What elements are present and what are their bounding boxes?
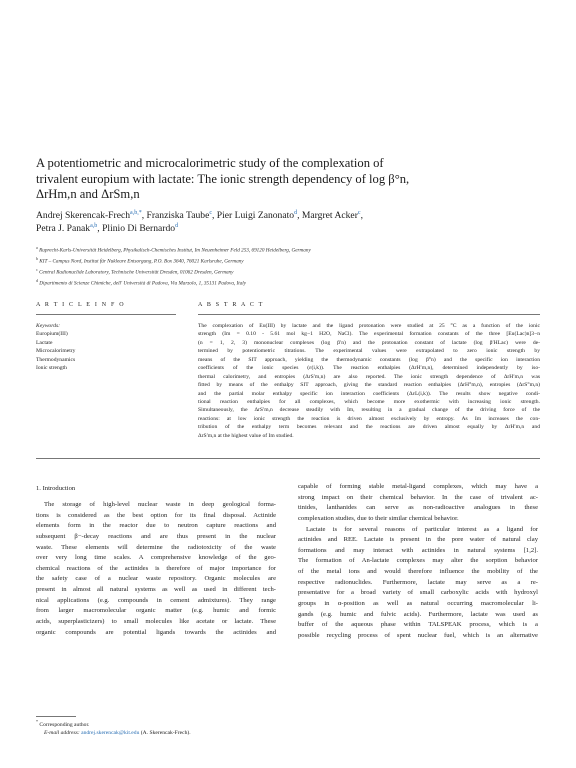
- abstract-line: and the partial molar enthalpy specific ion interaction coefficients (ΔεL(i,k)). The results show negative condi-: [198, 390, 540, 397]
- keyword: Microcalorimetry: [36, 348, 76, 355]
- body-line: presentative for a broad variety of small carboxylic acids with hydroxyl: [298, 589, 538, 597]
- author[interactable]: [217, 210, 297, 221]
- email-link[interactable]: andrej.skerencak@kit.edu: [81, 730, 140, 737]
- body-line: organic compounds are potential ligands towards the actinides and: [36, 628, 276, 636]
- corresponding-author-note: * Corresponding author.: [36, 719, 90, 728]
- title-line: A potentiometric and microcalorimetric study of the complexation of: [36, 156, 384, 170]
- affiliation-marks[interactable]: d: [294, 209, 298, 216]
- email-owner: (A. Skerencak-Frech).: [140, 730, 191, 737]
- author-name[interactable]: Petra J. Panak: [36, 222, 91, 234]
- body-line: over very long time scales. A comprehensive knowledge of the geo-: [36, 554, 276, 562]
- author[interactable]: [36, 210, 142, 221]
- email-note: [36, 729, 336, 738]
- abstract-line: termined by potentiometric titrations. The experimental values were extrapolated to zero ionic strength by: [198, 348, 540, 355]
- body-line: possible recycling process of spent nuclear fuel, which is an alternative: [298, 631, 538, 639]
- affiliation: [36, 244, 540, 255]
- author-name[interactable]: Plinio Di Bernardo: [102, 222, 176, 234]
- abstract-line: ΔrS′m,n at the highest value of Im studied.: [198, 432, 294, 439]
- abstract-line: thermal calorimetry, and entropies (ΔrS′m,n) are also reported. The ionic strength dependence of ΔrH′m,n was: [198, 373, 540, 380]
- affiliation-marks[interactable]: a,b: [90, 222, 98, 229]
- right-column: [298, 482, 538, 642]
- body-line: from larger macromolecular organic matter (e.g. humic and formic: [36, 607, 276, 615]
- body-line: tinides, lanthanides can serve as non-radioactive analogues in these: [298, 504, 538, 512]
- affiliation-text: Dipartimento di Scienze Chimiche, dell' Università di Padova, Via Marzolo, 1, 35131 Padova, Italy: [39, 281, 247, 288]
- abstract-line: fitted by means of the enthalpy SIT approach, giving the standard reaction enthalpies (ΔrH°m,n), entropies (ΔrS°m,n): [198, 382, 540, 389]
- title-line: ΔrHm,n and ΔrSm,n: [36, 187, 140, 201]
- abstract-heading: A B S T R A C T: [198, 302, 265, 308]
- body-line: actinides and REE. Lactate is present in the pore water of natural clay: [298, 536, 538, 544]
- abstract-line: Simultaneously, the ΔrS′m,n decrease steadily with Im, resulting in a gradual change of the driving force of the: [198, 407, 540, 414]
- abstract-line: tional reaction enthalpies for all complexes, which become more exothermic with increasing ionic strength.: [198, 398, 540, 405]
- author-name[interactable]: Pier Luigi Zanonato: [216, 210, 295, 221]
- article-info-heading: A R T I C L E I N F O: [36, 302, 126, 308]
- keywords-block: [36, 322, 176, 372]
- affiliation-marks[interactable]: c: [357, 209, 361, 216]
- introduction-heading: 1. Introduction: [36, 485, 76, 492]
- affiliation-mark: b: [36, 256, 38, 262]
- body-line: present in almost all natural systems as well as used in different tech-: [36, 586, 276, 594]
- left-column: [36, 500, 276, 638]
- body-line: elements form in the reactor due to neutron capture reactions and: [36, 522, 276, 530]
- author-name[interactable]: Andrej Skerencak-Frech: [36, 210, 131, 221]
- keyword: Europium(III): [36, 331, 68, 338]
- body-line: of the metal ions and would therefore influence the mobility of the: [298, 568, 538, 576]
- affiliation-marks[interactable]: d: [175, 222, 179, 229]
- affiliation: [36, 255, 540, 266]
- article-page: [36, 0, 540, 768]
- abstract-line: (n = 1, 2, 3) mononuclear complexes (log β′n) and the protonation constant of lactate (log β′HLac) were de-: [198, 339, 540, 346]
- affiliation-marks[interactable]: c: [209, 209, 212, 216]
- keyword: Thermodynamics: [36, 356, 76, 363]
- body-line: the safety case of a nuclear waste repository. Organic molecules are: [36, 575, 276, 583]
- affiliation-text: Ruprecht-Karls-Universität Heidelberg, Physikalisch-Chemisches Institut, Im Neuenheimer Feld 253, 69120 Heidelberg, Germany: [39, 247, 311, 254]
- abstract-line: reactions: at low ionic strength the reaction is driven almost exclusively by entropy. As Im increases the con-: [198, 415, 540, 422]
- affiliation: [36, 266, 540, 277]
- body-line: The storage of high-level nuclear waste in deep geological forma-: [44, 501, 276, 508]
- body-line: groups in α-position as well as natural occurring macromolecular li-: [298, 600, 538, 608]
- divider: [36, 458, 540, 459]
- author[interactable]: [147, 210, 213, 221]
- body-line: acids, superplasticizers) to small molecules like acetate or lactate. These: [36, 618, 276, 626]
- article-title: [36, 156, 540, 203]
- body-line: capable of forming stable metal-ligand complexes, which may have a: [298, 483, 538, 490]
- abstract-line: tribution of the enthalpy term becomes relevant and the reactions are driven almost equally by ΔrH′m,n and: [198, 424, 540, 431]
- affiliation-mark: d: [36, 278, 38, 284]
- abstract-text: [198, 322, 540, 440]
- author[interactable]: [36, 223, 97, 234]
- affiliation-text: KIT – Campus Nord, Institut für Nukleare Entsorgung, P.O. Box 3640, 76021 Karlsruhe, Germany: [39, 258, 244, 265]
- body-line: nical applications (e.g. compounds in cement admixtures). They range: [36, 596, 276, 604]
- keywords-title: Keywords:: [36, 323, 61, 329]
- divider: [198, 314, 540, 315]
- author-name[interactable]: Margret Acker: [301, 210, 358, 221]
- abstract-line: means of the SIT approach, yielding the thermodynamic constants (log β°n) and the specific ion interaction: [198, 356, 540, 363]
- body-line: chemical reactions of the actinides is therefore of major importance for: [36, 564, 276, 572]
- title-line: trivalent europium with lactate: The ionic strength dependency of log β°n,: [36, 171, 410, 186]
- body-line: formations and may interact with actinides in natural systems [1,2].: [298, 546, 538, 554]
- author[interactable]: [302, 210, 361, 221]
- affiliation-marks[interactable]: a,b,*: [130, 209, 142, 216]
- keyword: Ionic strength: [36, 365, 67, 372]
- keyword: Lactate: [36, 339, 53, 346]
- affiliations: [36, 244, 540, 289]
- affiliation: [36, 277, 540, 288]
- body-line: The formation of An-lactate complexes may alter the sorption behavior: [298, 557, 538, 565]
- footnotes: [36, 718, 336, 738]
- body-line: respective radionuclides. Furthermore, lactate may serve as a re-: [298, 578, 538, 586]
- footnote-divider: [36, 716, 76, 717]
- affiliation-mark: a: [36, 245, 38, 250]
- body-line: complexation studies, due to their similar chemical behavior.: [298, 514, 459, 522]
- body-line: strong impact on their chemical behavior. In the case of trivalent ac-: [298, 493, 538, 501]
- body-line: buffer of the aqueous phase within TALSPEAK process, which is a: [298, 621, 538, 629]
- affiliation-text: Central Radionuclide Laboratory, Technische Universität Dresden, 01062 Dresden, Germany: [39, 270, 234, 277]
- body-line: gands (e.g. humic and fulvic acids). Furthermore, lactate was used as: [298, 610, 538, 618]
- body-line: Lactate is for several reasons of particular interest as a ligand for: [306, 525, 538, 533]
- body-line: waste. These elements will determine the radiotoxicity of the waste: [36, 543, 276, 551]
- affiliation-mark: c: [36, 267, 38, 273]
- abstract-line: strength (Im = 0.10 - 5.61 mol kg−1 H2O, NaCl). The experimental formation constants of the three [Eu(Lac)n]3−n: [198, 331, 540, 338]
- divider: [36, 314, 176, 315]
- body-line: tions is considered as the best option for its final disposal. Actinide: [36, 511, 276, 519]
- abstract-line: coefficients of the ionic species (ε(i,k)). The reaction enthalpies (ΔrH′m,n), determined independently by iso-: [198, 365, 540, 372]
- author[interactable]: [102, 223, 178, 234]
- footnote-text: Corresponding author.: [39, 721, 90, 728]
- author-list: Andrej Skerencak-Frech$^{a,b,*}$, Franziska Taube$^c$, Pier Luigi Zanonato$^d$, Margret Acker$^c$, Petra J. Panak$^{a,b}$, Plinio Di Bernardo$^d$: [36, 209, 363, 234]
- abstract-line: The complexation of Eu(III) by lactate and the ligand protonation were studied at 25 °C as a function of the ionic: [198, 323, 540, 329]
- email-label: E-mail address:: [44, 730, 80, 737]
- author-name[interactable]: Franziska Taube: [146, 210, 210, 221]
- body-line: subsequent β−-decay reactions and are thus present in the nuclear: [36, 532, 276, 540]
